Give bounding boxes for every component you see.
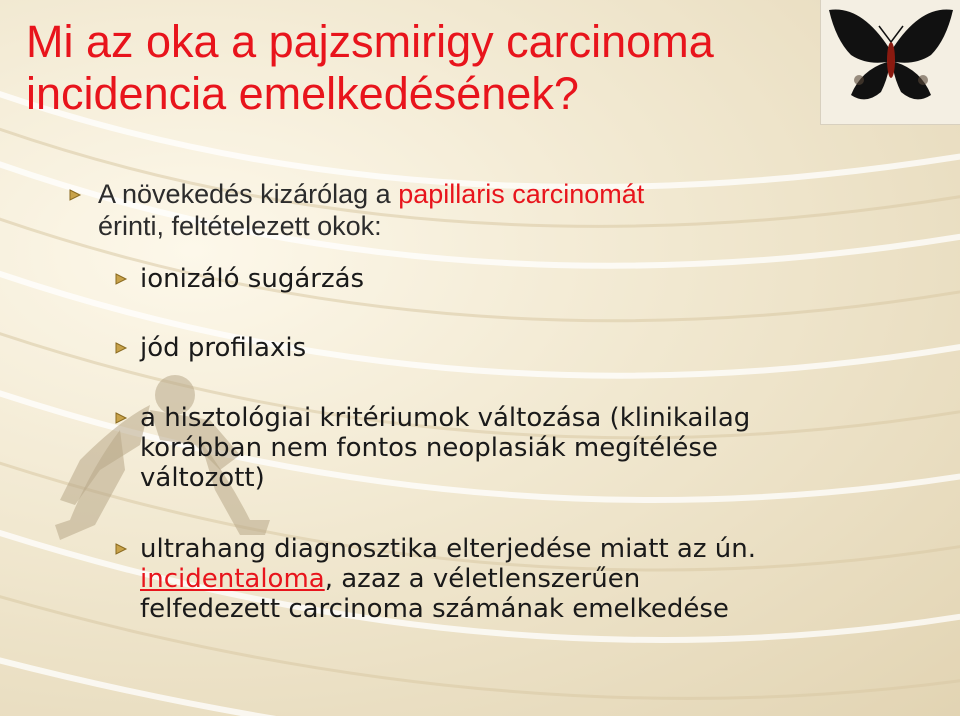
bullet-arrow-icon [114, 272, 128, 286]
bullet-arrow-icon [114, 411, 128, 425]
sub-bullet-3-line-3: változott) [140, 463, 265, 493]
bullet-main [98, 178, 644, 242]
bullet-main-text: A növekedés kizárólag a [98, 179, 399, 209]
butterfly-icon [821, 0, 960, 124]
sub-bullet-1 [140, 264, 364, 294]
bullet-arrow-icon [68, 188, 82, 202]
sub-bullet-3 [140, 403, 750, 493]
sub-bullet-1-text: ionizáló sugárzás [140, 264, 365, 294]
sub-bullet-4-line-2 [140, 564, 756, 594]
butterfly-image [820, 0, 960, 125]
title-line-2: incidencia emelkedésének? [26, 68, 579, 119]
title-line-1: Mi az oka a pajzsmirigy carcinoma [26, 16, 714, 67]
sub-bullet-4-line-2-rest: , azaz a véletlenszerűen [324, 564, 641, 594]
sub-bullet-2-text: jód profilaxis [140, 333, 307, 363]
sub-bullet-4-line-1: ultrahang diagnosztika elterjedése miatt az ún. [140, 534, 756, 564]
bullet-arrow-icon [114, 542, 128, 556]
slide-title [26, 16, 714, 120]
sub-bullet-3-line-2: korábban nem fontos neoplasiák megítélése [140, 433, 718, 463]
incidentaloma-highlight: incidentaloma [140, 564, 325, 594]
sub-bullet-2 [140, 333, 306, 363]
sub-bullet-4 [140, 534, 756, 624]
sub-bullet-4-line-3: felfedezett carcinoma számának emelkedése [140, 594, 729, 624]
bullet-main-highlight: papillaris carcinomát [398, 179, 645, 209]
bullet-main-line-1 [98, 178, 644, 210]
bullet-main-line-2: érinti, feltételezett okok: [98, 211, 382, 241]
bullet-arrow-icon [114, 341, 128, 355]
sub-bullet-3-line-1: a hisztológiai kritériumok változása (klinikailag [140, 403, 751, 433]
